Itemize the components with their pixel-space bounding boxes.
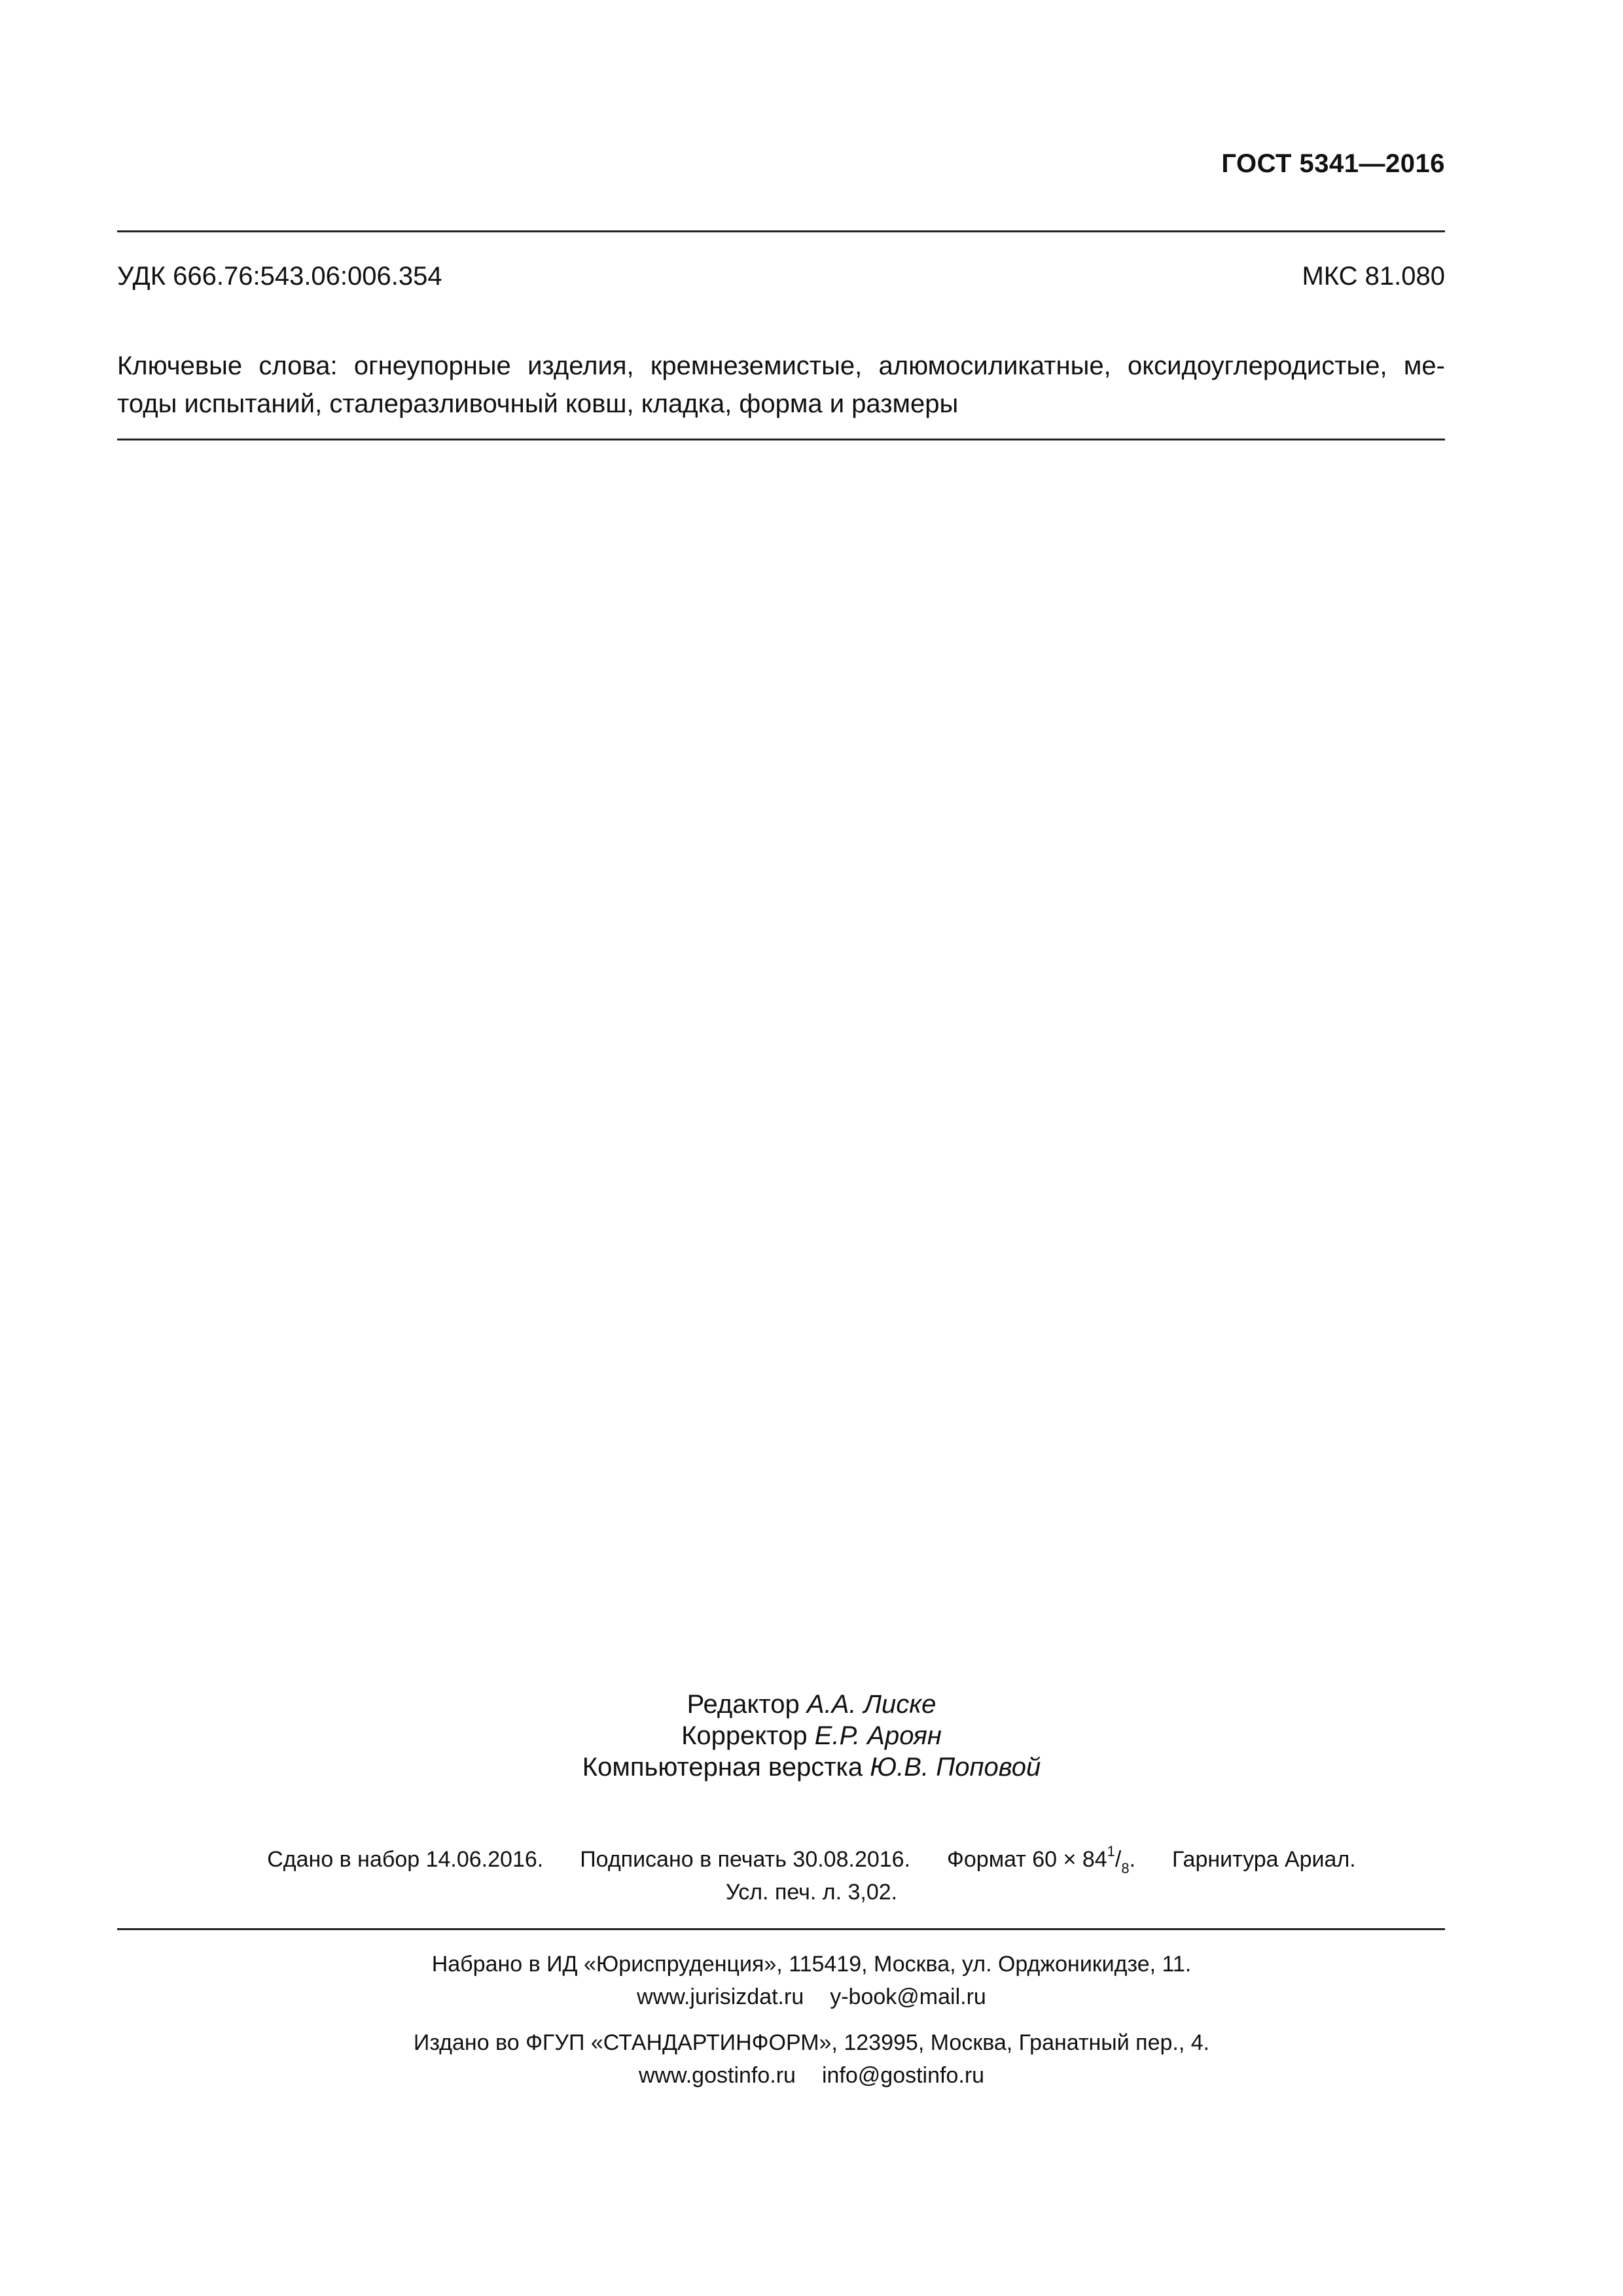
format-superscript: 1: [1107, 1843, 1115, 1859]
credits-block: [0, 1689, 1623, 1783]
publisher-website: www.gostinfo.ru: [638, 2063, 796, 2088]
corrector-name: Е.Р. Ароян: [814, 1721, 942, 1750]
submitted-date: Сдано в набор 14.06.2016.: [267, 1847, 544, 1872]
typeface-info: Гарнитура Ариал.: [1172, 1847, 1356, 1872]
keywords-divider: [117, 439, 1445, 440]
udc-code: УДК 666.76:543.06:006.354: [117, 262, 442, 291]
typeset-website: www.jurisizdat.ru: [637, 1984, 804, 2009]
publisher-block: [0, 2026, 1623, 2092]
format-prefix: Формат 60 × 84: [947, 1847, 1107, 1872]
typeset-block: [0, 1948, 1623, 2013]
sheets-info: Усл. печ. л. 3,02.: [725, 1880, 898, 1905]
layout-credit: [0, 1751, 1623, 1783]
keywords-line-2: тоды испытаний, сталеразливочный ковш, кладка, форма и размеры: [117, 389, 959, 418]
publisher-email: info@gostinfo.ru: [821, 2063, 985, 2088]
typeset-email: y-book@mail.ru: [830, 1984, 986, 2009]
publisher-line: Издано во ФГУП «СТАНДАРТИНФОРМ», 123995, Москва, Гранатный пер., 4.: [413, 2030, 1210, 2055]
editor-role: Редактор: [687, 1690, 800, 1719]
signed-date: Подписано в печать 30.08.2016.: [580, 1847, 911, 1872]
layout-role: Компьютерная верстка: [582, 1753, 863, 1782]
standard-code: ГОСТ 5341—2016: [1221, 149, 1445, 178]
format-subscript: 8: [1121, 1860, 1130, 1876]
layout-name: Ю.В. Поповой: [870, 1753, 1041, 1782]
print-info-line: [0, 1843, 1623, 1876]
keywords-line-1: Ключевые слова: огнеупорные изделия, кремнеземистые, алюмосиликатные, оксидоуглеродистые, ме-: [117, 351, 1445, 380]
format-info: [947, 1843, 1136, 1876]
publisher-contacts: [0, 2059, 1623, 2092]
editor-name: А.А. Лиске: [806, 1690, 936, 1719]
format-slash: /: [1115, 1847, 1122, 1872]
format-suffix: .: [1129, 1847, 1136, 1872]
ics-code: МКС 81.080: [1302, 262, 1445, 291]
keywords-paragraph: [117, 347, 1445, 423]
typeset-line: Набрано в ИД «Юриспруденция», 115419, Москва, ул. Орджоникидзе, 11.: [431, 1952, 1192, 1977]
corrector-credit: [0, 1720, 1623, 1751]
corrector-role: Корректор: [681, 1721, 808, 1750]
typeset-contacts: [0, 1981, 1623, 2013]
header-divider: [117, 230, 1445, 232]
editor-credit: [0, 1689, 1623, 1720]
imprint-divider: [117, 1928, 1445, 1930]
